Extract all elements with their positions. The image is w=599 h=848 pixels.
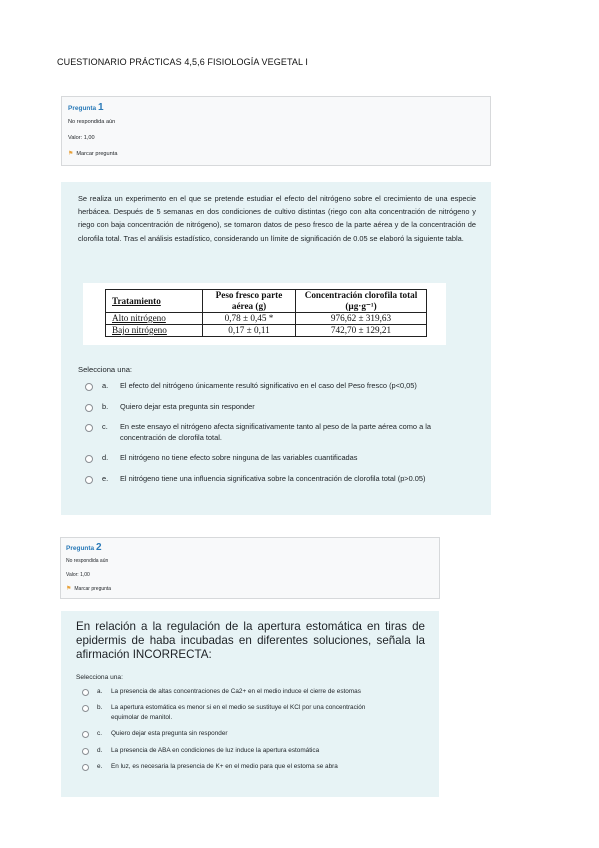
- radio-button[interactable]: [82, 689, 89, 696]
- question-2-status: No respondida aún: [66, 558, 109, 564]
- results-table: [105, 289, 427, 337]
- radio-button[interactable]: [85, 424, 93, 432]
- question-2-text: En relación a la regulación de la apertura estomática en tiras de epidermis de haba incubadas en diferentes soluciones, señala la afirmación INCORRECTA:: [76, 620, 425, 661]
- question-1-info: [61, 96, 491, 166]
- radio-button[interactable]: [82, 748, 89, 755]
- flag-question-2-link[interactable]: ⚑ Marcar pregunta: [66, 586, 112, 592]
- radio-button[interactable]: [85, 455, 93, 463]
- table-cell: 742,70 ± 129,21: [296, 325, 427, 337]
- table-row: [106, 325, 427, 337]
- table-header-row: [106, 290, 427, 313]
- question-2-content: [61, 611, 439, 797]
- q1-option-c[interactable]: c. En este ensayo el nitrógeno afecta significativamente tanto al peso de la parte aérea como a la concentración de clorofila total.: [85, 422, 477, 443]
- radio-button[interactable]: [85, 476, 93, 484]
- question-1-status: No respondida aún: [68, 119, 116, 125]
- question-1-heading: Pregunta 1: [68, 102, 104, 113]
- question-2-heading: Pregunta 2: [66, 542, 102, 553]
- question-1-text: Se realiza un experimento en el que se pretende estudiar el efecto del nitrógeno sobre el crecimiento de una especie herbácea. Después de 5 semanas en dos condiciones de cultivo distintas (riego con alta concentración de nitrógeno y riego con baja concentración de nitrógeno), se tomaron datos de peso fresco de la parte aérea y de la concentración de clorofila total. Tras el análisis estadístico, considerando un límite de significación de 0.05 se elaboró la siguiente tabla.: [78, 194, 476, 243]
- table-cell: 0,78 ± 0,45 *: [203, 313, 296, 325]
- question-2-info: [60, 537, 440, 599]
- question-1-select-label: Selecciona una:: [78, 365, 133, 374]
- q2-option-d[interactable]: d. La presencia de ABA en condiciones de luz induce la apertura estomática: [82, 746, 427, 755]
- radio-button[interactable]: [82, 705, 89, 712]
- q2-option-b[interactable]: b. La apertura estomática es menor si en el medio se sustituye el KCl por una concentración equimolar de manitol.: [82, 703, 427, 722]
- table-header: Concentración clorofila total (µg·g⁻¹): [296, 290, 427, 313]
- results-table-wrapper: [83, 283, 446, 345]
- q2-option-c[interactable]: c. Quiero dejar esta pregunta sin responder: [82, 729, 427, 738]
- radio-button[interactable]: [82, 731, 89, 738]
- table-header: Peso fresco parte aérea (g): [203, 290, 296, 313]
- q1-option-d[interactable]: d. El nitrógeno no tiene efecto sobre ninguna de las variables cuantificadas: [85, 453, 477, 464]
- question-1-value: Valor: 1,00: [68, 135, 95, 141]
- radio-button[interactable]: [82, 764, 89, 771]
- radio-button[interactable]: [85, 404, 93, 412]
- radio-button[interactable]: [85, 383, 93, 391]
- table-header: Tratamiento: [106, 290, 203, 313]
- flag-icon: ⚑: [66, 586, 72, 592]
- flag-question-1-link[interactable]: ⚑ Marcar pregunta: [68, 151, 118, 157]
- flag-icon: ⚑: [68, 151, 74, 157]
- q2-option-e[interactable]: e. En luz, es necesaria la presencia de K+ en el medio para que el estoma se abra: [82, 762, 427, 771]
- table-cell: Alto nitrógeno: [106, 313, 203, 325]
- table-cell: Bajo nitrógeno: [106, 325, 203, 337]
- q2-option-a[interactable]: a. La presencia de altas concentraciones de Ca2+ en el medio induce el cierre de estomas: [82, 687, 427, 696]
- q1-option-a[interactable]: a. El efecto del nitrógeno únicamente resultó significativo en el caso del Peso fresco (p<0,05): [85, 381, 477, 392]
- document-title: CUESTIONARIO PRÁCTICAS 4,5,6 FISIOLOGÍA VEGETAL I: [57, 57, 308, 67]
- table-cell: 0,17 ± 0,11: [203, 325, 296, 337]
- question-1-content: [61, 182, 491, 515]
- q1-option-e[interactable]: e. El nitrógeno tiene una influencia significativa sobre la concentración de clorofila total (p>0.05): [85, 474, 477, 485]
- table-row: [106, 313, 427, 325]
- table-cell: 976,62 ± 319,63: [296, 313, 427, 325]
- question-2-value: Valor: 1,00: [66, 572, 90, 578]
- q1-option-b[interactable]: b. Quiero dejar esta pregunta sin responder: [85, 402, 477, 413]
- question-2-select-label: Selecciona una:: [76, 674, 123, 681]
